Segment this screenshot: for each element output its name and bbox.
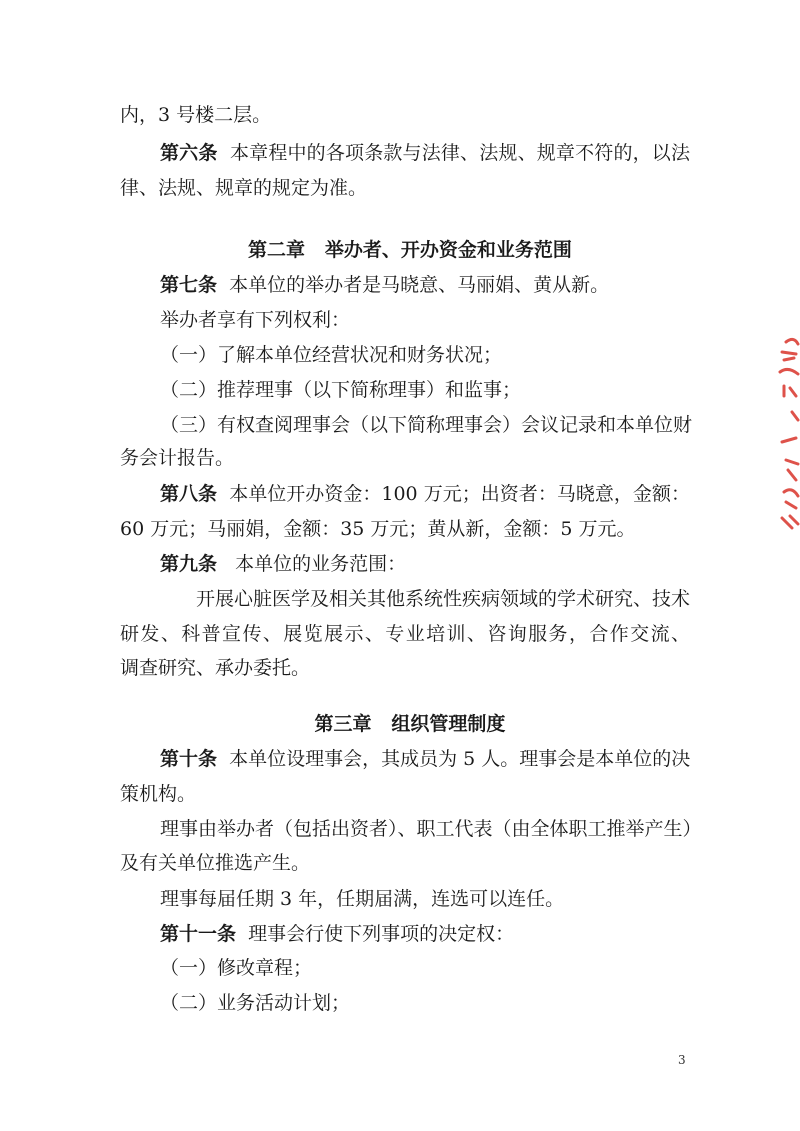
red-seal-stamp-fragment bbox=[772, 330, 800, 540]
text-line: 理事每届任期 3 年，任期届满，连选可以连任。 bbox=[160, 888, 565, 910]
list-item: （二）业务活动计划； bbox=[160, 992, 351, 1014]
list-item: （一）修改章程； bbox=[160, 957, 313, 979]
text-line: 及有关单位推选产生。 bbox=[120, 852, 311, 874]
article-label: 第十一条 bbox=[160, 923, 237, 945]
text-line: 60 万元；马丽娟，金额：35 万元；黄从新，金额：5 万元。 bbox=[120, 518, 636, 540]
text-line: 策机构。 bbox=[120, 783, 197, 805]
article-10-line-1: 第十条 本单位设理事会，其成员为 5 人。理事会是本单位的决 bbox=[160, 748, 691, 770]
article-11-line: 第十一条 理事会行使下列事项的决定权： bbox=[160, 923, 515, 945]
article-label: 第十条 bbox=[160, 748, 218, 770]
list-item: （一）了解本单位经营状况和财务状况； bbox=[160, 344, 503, 366]
text-line: 调查研究、承办委托。 bbox=[120, 657, 311, 679]
chapter-3-heading: 第三章 组织管理制度 bbox=[314, 713, 506, 735]
text-line: 举办者享有下列权利： bbox=[160, 309, 351, 331]
text-line: 研发、科普宣传、展览展示、专业培训、咨询服务，合作交流、 bbox=[120, 623, 690, 645]
article-label: 第六条 bbox=[160, 142, 218, 164]
text-line: 务会计报告。 bbox=[120, 447, 235, 469]
article-label: 第九条 bbox=[160, 553, 218, 575]
article-8-line-1: 第八条 本单位开办资金：100 万元；出资者：马晓意，金额： bbox=[160, 483, 690, 505]
text-line: 开展心脏医学及相关其他系统性疾病领域的学术研究、技术 bbox=[196, 588, 691, 610]
text-line: 内，3 号楼二层。 bbox=[120, 104, 272, 126]
article-label: 第八条 bbox=[160, 483, 218, 505]
chapter-2-heading: 第二章 举办者、开办资金和业务范围 bbox=[248, 239, 572, 261]
article-9-line: 第九条 本单位的业务范围： bbox=[160, 553, 407, 575]
text-line: 理事由举办者（包括出资者）、职工代表（由全体职工推举产生） bbox=[160, 818, 702, 840]
article-7-line: 第七条 本单位的举办者是马晓意、马丽娟、黄从新。 bbox=[160, 274, 610, 296]
text-line: 律、法规、规章的规定为准。 bbox=[120, 177, 368, 199]
list-item: （三）有权查阅理事会（以下简称理事会）会议记录和本单位财 bbox=[160, 414, 693, 436]
list-item: （二）推荐理事（以下简称理事）和监事； bbox=[160, 379, 522, 401]
article-6-line-1: 第六条 本章程中的各项条款与法律、法规、规章不符的，以法 bbox=[160, 142, 690, 164]
page-number: 3 bbox=[678, 1053, 686, 1067]
article-label: 第七条 bbox=[160, 274, 218, 296]
